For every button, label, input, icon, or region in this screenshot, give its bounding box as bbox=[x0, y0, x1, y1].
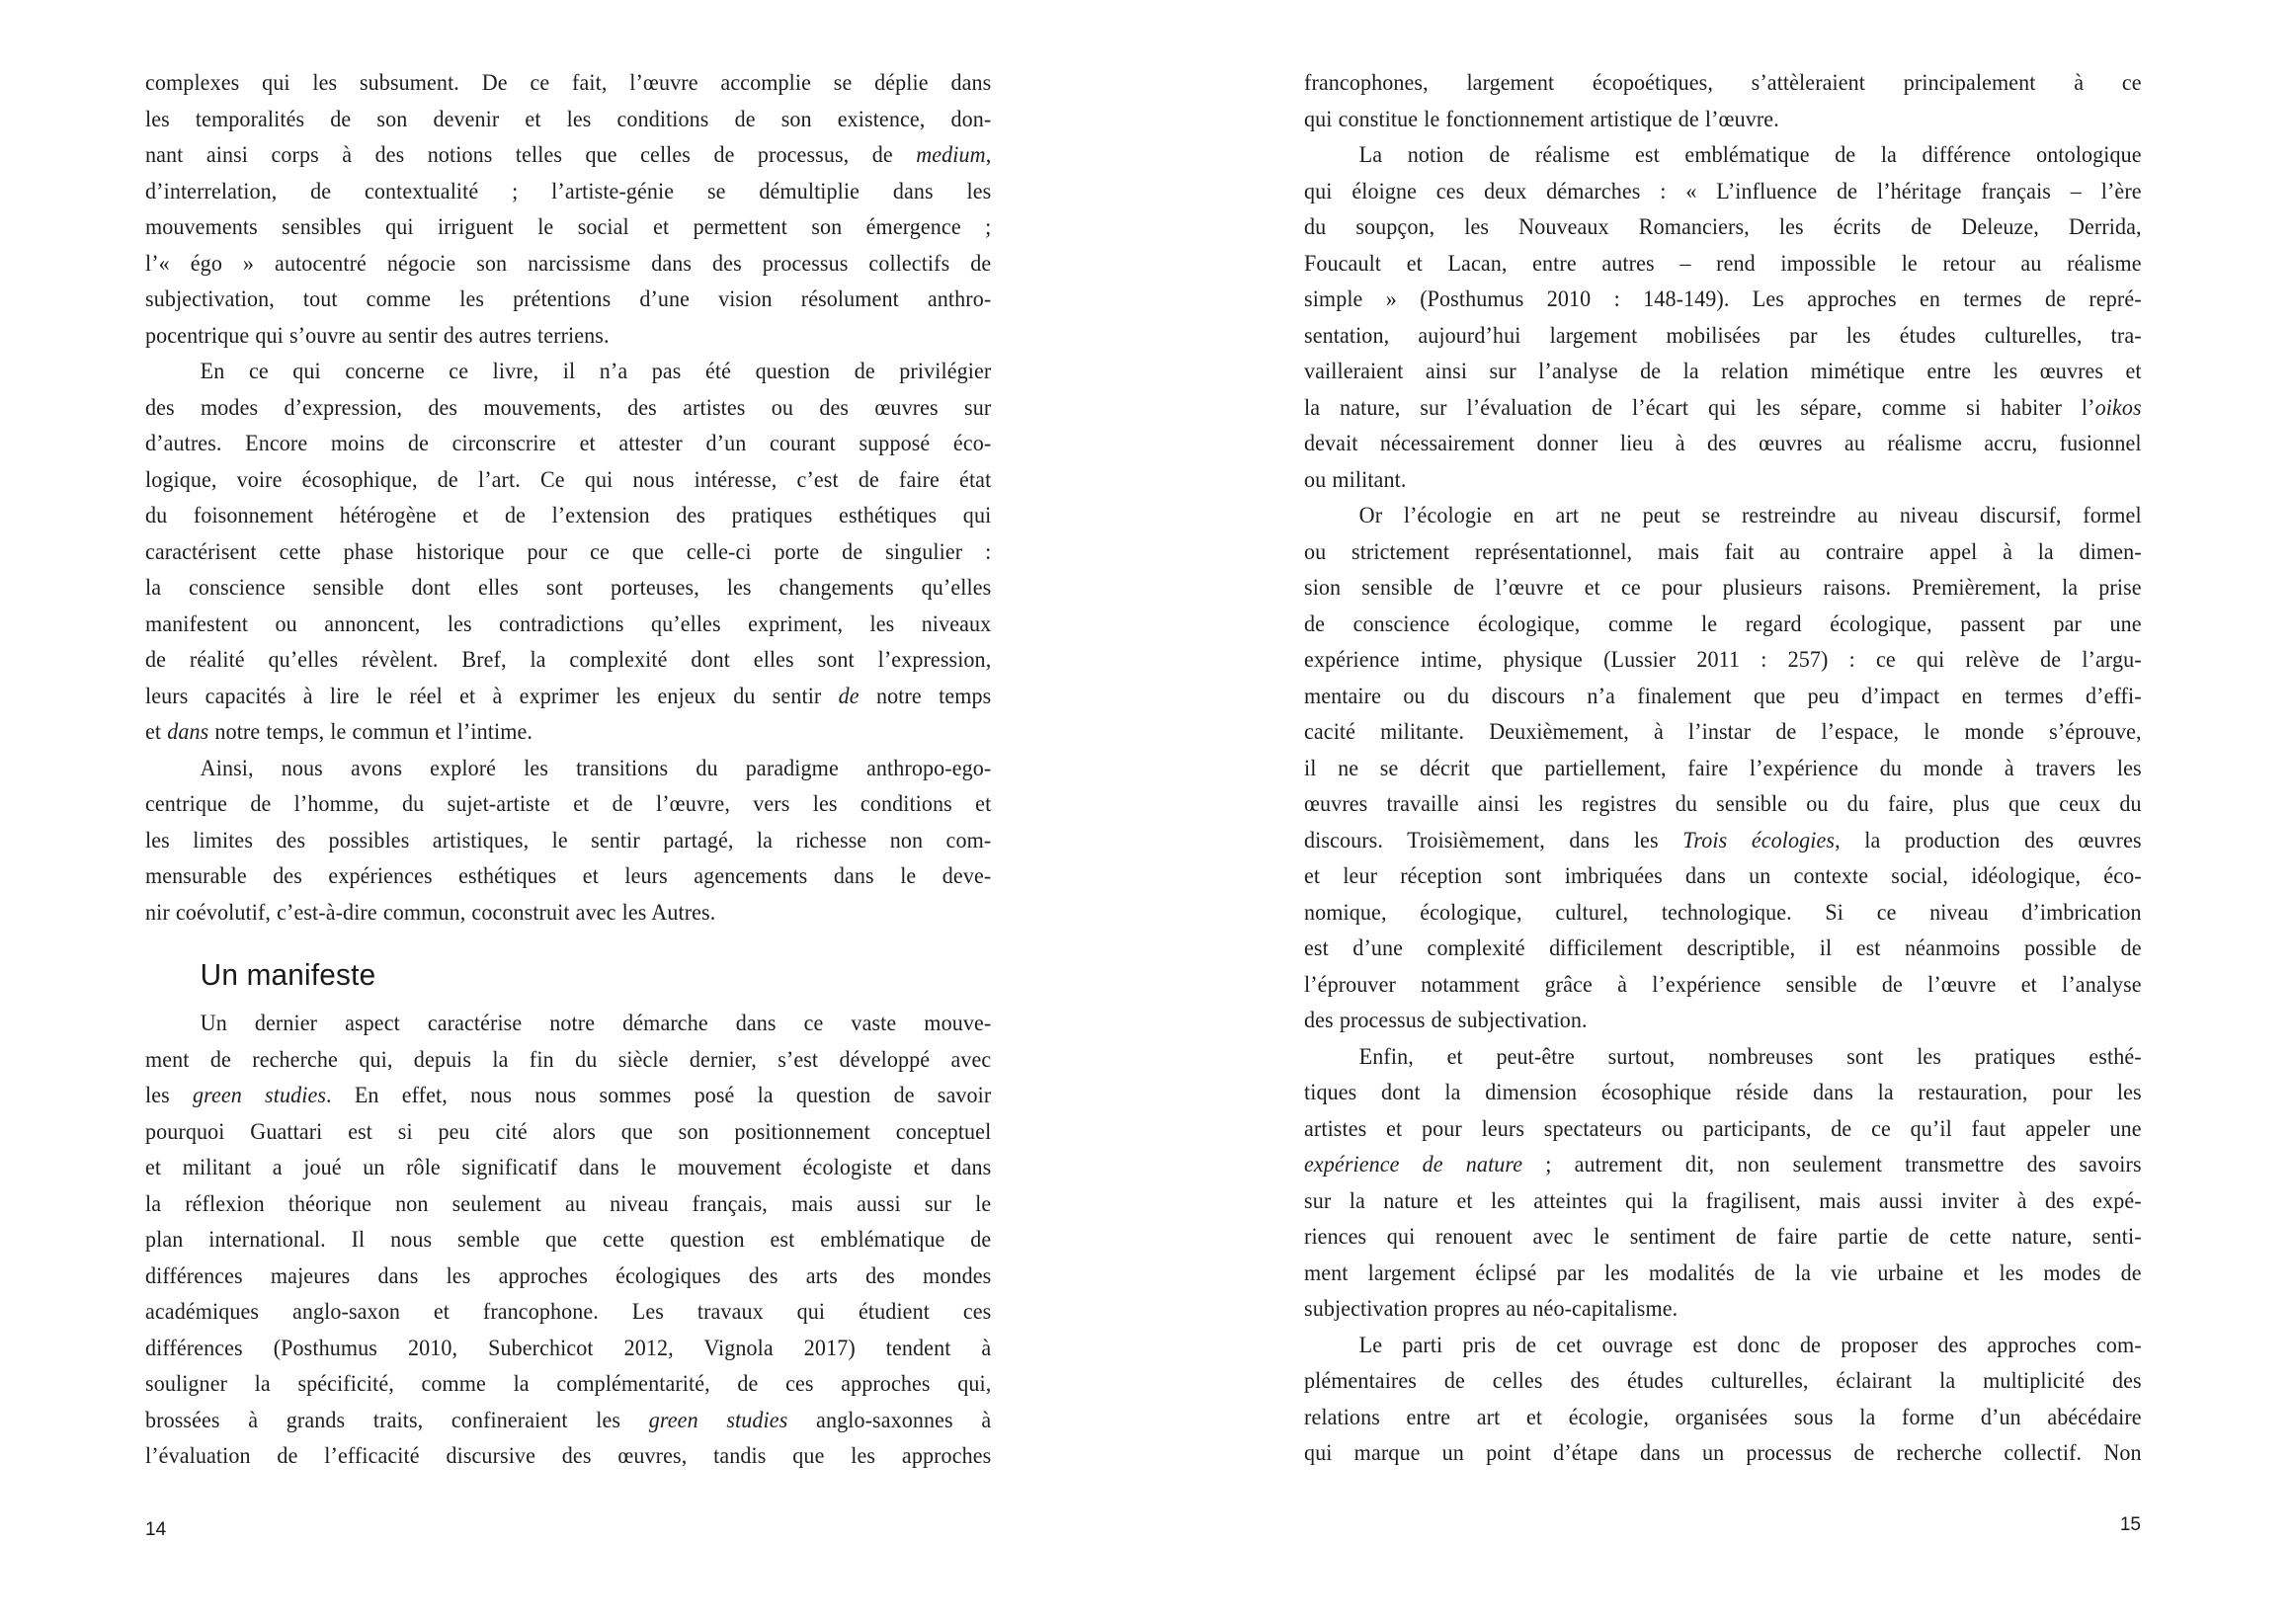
text-line: cacité militante. Deuxièmement, à l’instar de l’espace, le monde s’éprouve, bbox=[1304, 719, 2142, 744]
text-line: pourquoi Guattari est si peu cité alors que son positionnement conceptuel bbox=[145, 1118, 992, 1144]
text-line: des modes d’expression, des mouvements, des artistes ou des œuvres sur bbox=[145, 394, 992, 420]
text-line: différences (Posthumus 2010, Suberchicot 2012, Vignola 2017) tendent à bbox=[145, 1335, 992, 1360]
text-line: nomique, écologique, culturel, technologique. Si ce niveau d’imbrication bbox=[1304, 899, 2142, 925]
text-line: et militant a joué un rôle significatif dans le mouvement écologiste et dans bbox=[145, 1155, 992, 1179]
text-line: est d’une complexité difficilement descriptible, il est néanmoins possible de bbox=[1304, 935, 2142, 960]
text-line: discours. Troisièmement, dans les Trois écologies, la production des œuvres bbox=[1304, 827, 2142, 853]
text-line: de réalité qu’elles révèlent. Bref, la complexité dont elles sont l’expression, bbox=[145, 647, 992, 672]
text-line: d’interrelation, de contextualité ; l’artiste-génie se démultiplie dans les bbox=[145, 178, 992, 203]
text-line: tiques dont la dimension écosophique réside dans la restauration, pour les bbox=[1304, 1080, 2142, 1104]
text-line: mensurable des expériences esthétiques et leurs agencements dans le deve- bbox=[145, 863, 992, 888]
text-line: l’évaluation de l’efficacité discursive des œuvres, tandis que les approches bbox=[145, 1443, 992, 1468]
text-line: Enfin, et peut-être surtout, nombreuses sont les pratiques esthé- bbox=[1358, 1043, 2142, 1069]
text-line: simple » (Posthumus 2010 : 148-149). Les approches en termes de repré- bbox=[1304, 286, 2142, 311]
text-line: manifestent ou annoncent, les contradictions qu’elles expriment, les niveaux bbox=[145, 610, 992, 636]
text-line: il ne se décrit que partiellement, faire l’expérience du monde à travers les bbox=[1304, 755, 2142, 780]
text-line: différences majeures dans les approches écologiques des arts des mondes bbox=[145, 1262, 992, 1288]
left-page-text bbox=[145, 65, 991, 1475]
text-line: des processus de subjectivation. bbox=[1304, 1008, 1588, 1032]
text-line: brossées à grands traits, confineraient les green studies anglo-saxonnes à bbox=[145, 1407, 992, 1432]
right-page-number: 15 bbox=[2119, 1514, 2141, 1535]
text-line: sur la nature et les atteintes qui la fragilisent, mais aussi inviter à des expé- bbox=[1304, 1187, 2142, 1213]
text-line: l’éprouver notamment grâce à l’expérience sensible de l’œuvre et l’analyse bbox=[1304, 971, 2142, 997]
text-line: qui marque un point d’étape dans un processus de recherche collectif. Non bbox=[1304, 1440, 2142, 1465]
text-line: sion sensible de l’œuvre et ce pour plusieurs raisons. Premièrement, la prise bbox=[1304, 575, 2142, 600]
text-line: Foucault et Lacan, entre autres – rend impossible le retour au réalisme bbox=[1304, 250, 2142, 276]
text-line: qui éloigne ces deux démarches : « L’influence de l’héritage français – l’ère bbox=[1304, 178, 2142, 203]
text-line: devait nécessairement donner lieu à des œuvres au réalisme accru, fusionnel bbox=[1304, 431, 2142, 455]
text-line: de conscience écologique, comme le regard écologique, passent par une bbox=[1304, 610, 2142, 636]
text-line: ment largement éclipsé par les modalités de la vie urbaine et les modes de bbox=[1304, 1259, 2142, 1285]
text-line: nir coévolutif, c’est-à-dire commun, coconstruit avec les Autres. bbox=[145, 899, 716, 925]
text-line: la nature, sur l’évaluation de l’écart qui les sépare, comme si habiter l’oikos bbox=[1304, 394, 2142, 420]
text-line: caractérisent cette phase historique pour ce que celle-ci porte de singulier : bbox=[145, 538, 992, 564]
text-line: œuvres travaille ainsi les registres du sensible ou du faire, plus que ceux du bbox=[1304, 791, 2142, 816]
text-line: Ainsi, nous avons exploré les transitions du paradigme anthropo-ego- bbox=[200, 755, 992, 780]
text-line: plémentaires de celles des études culturelles, éclairant la multiplicité des bbox=[1304, 1368, 2142, 1393]
text-line: les limites des possibles artistiques, le sentir partagé, la richesse non com- bbox=[145, 827, 992, 853]
text-line: Un dernier aspect caractérise notre démarche dans ce vaste mouve- bbox=[200, 1011, 992, 1035]
text-line: Le parti pris de cet ouvrage est donc de proposer des approches com- bbox=[1358, 1332, 2142, 1357]
text-line: complexes qui les subsument. De ce fait, l’œuvre accomplie se déplie dans bbox=[145, 70, 992, 95]
text-line: plan international. Il nous semble que cette question est emblématique de bbox=[145, 1227, 992, 1252]
text-line: du foisonnement hétérogène et de l’extension des pratiques esthétiques qui bbox=[145, 503, 992, 528]
text-line: pocentrique qui s’ouvre au sentir des autres terriens. bbox=[145, 322, 610, 348]
text-line: académiques anglo-saxon et francophone. Les travaux qui étudient ces bbox=[145, 1299, 992, 1324]
text-line: souligner la spécificité, comme la complémentarité, de ces approches qui, bbox=[145, 1371, 992, 1396]
text-line: les green studies. En effet, nous nous sommes posé la question de savoir bbox=[145, 1083, 992, 1107]
text-line: En ce qui concerne ce livre, il n’a pas été question de privilégier bbox=[200, 359, 992, 383]
text-line: mentaire ou du discours n’a finalement que peu d’impact en termes d’effi- bbox=[1304, 683, 2142, 708]
text-line: sentation, aujourd’hui largement mobilisées par les études culturelles, tra- bbox=[1304, 322, 2142, 348]
text-line: ou strictement représentationnel, mais fait au contraire appel à la dimen- bbox=[1304, 538, 2142, 564]
text-line: Or l’écologie en art ne peut se restreindre au niveau discursif, formel bbox=[1358, 503, 2142, 528]
text-line: La notion de réalisme est emblématique de la différence ontologique bbox=[1358, 142, 2142, 167]
text-line: du soupçon, les Nouveaux Romanciers, les écrits de Deleuze, Derrida, bbox=[1304, 214, 2142, 239]
text-line: subjectivation, tout comme les prétentions d’une vision résolument anthro- bbox=[145, 286, 992, 311]
text-line: mouvements sensibles qui irriguent le social et permettent son émergence ; bbox=[145, 214, 992, 239]
text-line: les temporalités de son devenir et les conditions de son existence, don- bbox=[145, 106, 992, 131]
text-line: leurs capacités à lire le réel et à exprimer les enjeux du sentir de notre temps bbox=[145, 683, 992, 708]
text-line: riences qui renouent avec le sentiment de faire partie de cette nature, senti- bbox=[1304, 1224, 2142, 1249]
text-line: nant ainsi corps à des notions telles que celles de processus, de medium, bbox=[145, 142, 992, 167]
text-line: l’« égo » autocentré négocie son narcissisme dans des processus collectifs de bbox=[145, 250, 992, 276]
text-line: expérience intime, physique (Lussier 2011 : 257) : ce qui relève de l’argu- bbox=[1304, 647, 2142, 672]
text-line: relations entre art et écologie, organisées sous la forme d’un abécédaire bbox=[1304, 1404, 2142, 1429]
section-heading: Un manifeste bbox=[200, 957, 376, 992]
text-line: vailleraient ainsi sur l’analyse de la relation mimétique entre les œuvres et bbox=[1304, 359, 2142, 383]
text-line: d’autres. Encore moins de circonscrire et attester d’un courant supposé éco- bbox=[145, 431, 992, 455]
text-line: artistes et pour leurs spectateurs ou participants, de ce qu’il faut appeler une bbox=[1304, 1115, 2142, 1141]
left-page-number: 14 bbox=[145, 1519, 167, 1540]
right-page-text bbox=[1304, 65, 2142, 1472]
text-line: ment de recherche qui, depuis la fin du siècle dernier, s’est développé avec bbox=[145, 1046, 992, 1072]
text-line: centrique de l’homme, du sujet-artiste et de l’œuvre, vers les conditions et bbox=[145, 791, 992, 816]
text-line: ou militant. bbox=[1304, 466, 1407, 492]
text-line: la réflexion théorique non seulement au niveau français, mais aussi sur le bbox=[145, 1190, 992, 1216]
text-line: et dans notre temps, le commun et l’intime. bbox=[145, 719, 532, 744]
text-line: qui constitue le fonctionnement artistique de l’œuvre. bbox=[1304, 106, 1779, 131]
text-line: logique, voire écosophique, de l’art. Ce qui nous intéresse, c’est de faire état bbox=[145, 466, 992, 492]
text-line: francophones, largement écopoétiques, s’attèleraient principalement à ce bbox=[1304, 70, 2142, 95]
text-line: la conscience sensible dont elles sont porteuses, les changements qu’elles bbox=[145, 575, 992, 600]
text-line: et leur réception sont imbriquées dans un contexte social, idéologique, éco- bbox=[1304, 863, 2142, 888]
text-line: expérience de nature ; autrement dit, non seulement transmettre des savoirs bbox=[1304, 1152, 2142, 1177]
text-line: subjectivation propres au néo-capitalisme. bbox=[1304, 1296, 1679, 1321]
